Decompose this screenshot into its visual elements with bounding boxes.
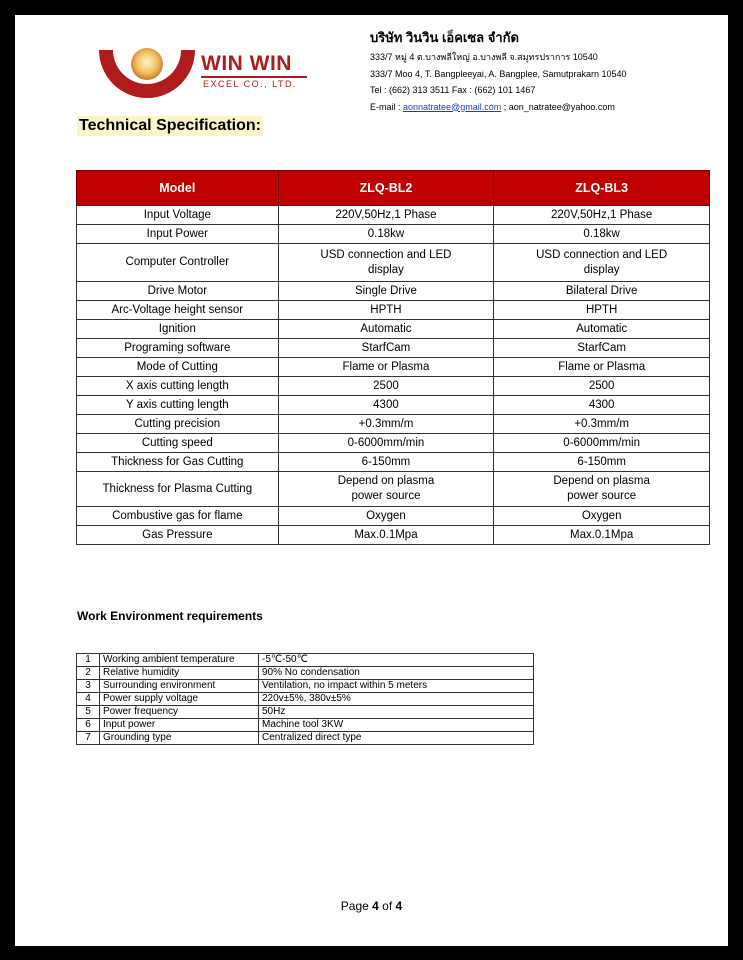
env-label: Input power [100, 719, 259, 732]
env-num: 3 [77, 680, 100, 693]
table-row [77, 693, 534, 706]
table-row [77, 415, 710, 434]
spec-label: Arc-Voltage height sensor [77, 301, 279, 320]
env-value: Machine tool 3KW [259, 719, 534, 732]
env-value: 50Hz [259, 706, 534, 719]
table-row [77, 526, 710, 545]
env-label: Relative humidity [100, 667, 259, 680]
email-link[interactable]: aonnatratee@gmail.com [403, 101, 502, 112]
footer-page-total: 4 [395, 899, 403, 913]
spec-label: Input Power [77, 225, 279, 244]
spec-value: 2500 [494, 377, 710, 396]
address-english: 333/7 Moo 4, T. Bangpleeyai, A. Bangplee, Samutprakarn 10540 [370, 68, 627, 79]
spec-value: Depend on plasma power source [278, 472, 494, 507]
spec-value: 6-150mm [278, 453, 494, 472]
page-footer [15, 899, 728, 913]
spec-value: Max.0.1Mpa [494, 526, 710, 545]
env-label: Power supply voltage [100, 693, 259, 706]
email-secondary: ; aon_natratee@yahoo.com [501, 101, 615, 112]
logo-underline [201, 76, 307, 78]
page-title: Technical Specification: [79, 117, 261, 134]
spec-value: 0-6000mm/min [278, 434, 494, 453]
logo-wordmark: WIN WIN [201, 52, 292, 75]
spec-value: HPTH [494, 301, 710, 320]
env-num: 7 [77, 732, 100, 745]
env-label: Power frequency [100, 706, 259, 719]
spec-value: 4300 [278, 396, 494, 415]
spec-label: Computer Controller [77, 244, 279, 282]
spec-value: 0.18kw [494, 225, 710, 244]
spec-label: Drive Motor [77, 282, 279, 301]
table-row [77, 654, 534, 667]
footer-of-word: of [378, 899, 396, 913]
table-row [77, 225, 710, 244]
table-row [77, 320, 710, 339]
spec-value: Single Drive [278, 282, 494, 301]
env-num: 2 [77, 667, 100, 680]
spec-value: +0.3mm/m [278, 415, 494, 434]
phone-fax: Tel : (662) 313 3511 Fax : (662) 101 1467 [370, 85, 536, 95]
table-row [77, 339, 710, 358]
spec-label: Gas Pressure [77, 526, 279, 545]
env-table [76, 653, 534, 745]
spec-label: Thickness for Gas Cutting [77, 453, 279, 472]
table-row [77, 377, 710, 396]
spec-value: 4300 [494, 396, 710, 415]
spec-value: 0-6000mm/min [494, 434, 710, 453]
spec-value: Oxygen [278, 507, 494, 526]
spec-header-bl3: ZLQ-BL3 [494, 171, 710, 206]
spec-label: Input Voltage [77, 206, 279, 225]
table-row [77, 358, 710, 377]
spec-label: Thickness for Plasma Cutting [77, 472, 279, 507]
spec-value: Flame or Plasma [494, 358, 710, 377]
table-row [77, 732, 534, 745]
env-num: 1 [77, 654, 100, 667]
env-value: 220v±5%, 380v±5% [259, 693, 534, 706]
spec-value: StarfCam [278, 339, 494, 358]
email-line [370, 99, 627, 116]
spec-value: Flame or Plasma [278, 358, 494, 377]
table-row [77, 206, 710, 225]
table-row [77, 453, 710, 472]
env-value: 90% No condensation [259, 667, 534, 680]
spec-value: Automatic [494, 320, 710, 339]
document-page [15, 15, 728, 946]
spec-label: Cutting speed [77, 434, 279, 453]
spec-table [76, 170, 710, 545]
spec-value: 220V,50Hz,1 Phase [494, 206, 710, 225]
spec-header-bl2: ZLQ-BL2 [278, 171, 494, 206]
spec-value: 0.18kw [278, 225, 494, 244]
env-num: 4 [77, 693, 100, 706]
spec-value: Oxygen [494, 507, 710, 526]
spec-value: +0.3mm/m [494, 415, 710, 434]
spec-value: Depend on plasma power source [494, 472, 710, 507]
env-label: Grounding type [100, 732, 259, 745]
footer-page-word: Page [340, 899, 373, 913]
env-num: 6 [77, 719, 100, 732]
env-value: Centralized direct type [259, 732, 534, 745]
table-row [77, 667, 534, 680]
env-value: -5℃-50℃ [259, 654, 534, 667]
env-label: Working ambient temperature [100, 654, 259, 667]
spec-label: Combustive gas for flame [77, 507, 279, 526]
table-row [77, 507, 710, 526]
spec-header-row [77, 171, 710, 206]
spec-label: Cutting precision [77, 415, 279, 434]
spec-value: StarfCam [494, 339, 710, 358]
table-row [77, 472, 710, 507]
spec-value: USD connection and LED display [278, 244, 494, 282]
table-row [77, 244, 710, 282]
env-num: 5 [77, 706, 100, 719]
spec-value: USD connection and LED display [494, 244, 710, 282]
env-label: Surrounding environment [100, 680, 259, 693]
company-info [370, 27, 627, 115]
table-row [77, 282, 710, 301]
spec-value: Automatic [278, 320, 494, 339]
spec-label: Programing software [77, 339, 279, 358]
table-row [77, 719, 534, 732]
company-name-thai: บริษัท วินวิน เอ็คเซล จำกัด [370, 30, 519, 45]
table-row [77, 680, 534, 693]
table-row [77, 434, 710, 453]
footer-page-number: 4 [372, 899, 379, 913]
spec-value: 220V,50Hz,1 Phase [278, 206, 494, 225]
env-section-title: Work Environment requirements [77, 609, 263, 623]
address-thai: 333/7 หมู่ 4 ต.บางพลีใหญ่ อ.บางพลี จ.สมุทรปราการ 10540 [370, 52, 598, 62]
table-row [77, 396, 710, 415]
spec-label: Ignition [77, 320, 279, 339]
spec-header-model: Model [77, 171, 279, 206]
logo-subtitle: EXCEL CO., LTD. [203, 79, 298, 89]
spec-value: HPTH [278, 301, 494, 320]
spec-value: 2500 [278, 377, 494, 396]
email-label: E-mail : [370, 101, 404, 112]
table-row [77, 706, 534, 719]
spec-value: 6-150mm [494, 453, 710, 472]
table-row [77, 301, 710, 320]
spec-value: Bilateral Drive [494, 282, 710, 301]
spec-label: Y axis cutting length [77, 396, 279, 415]
env-value: Ventilation, no impact within 5 meters [259, 680, 534, 693]
spec-label: X axis cutting length [77, 377, 279, 396]
spec-label: Mode of Cutting [77, 358, 279, 377]
spec-value: Max.0.1Mpa [278, 526, 494, 545]
